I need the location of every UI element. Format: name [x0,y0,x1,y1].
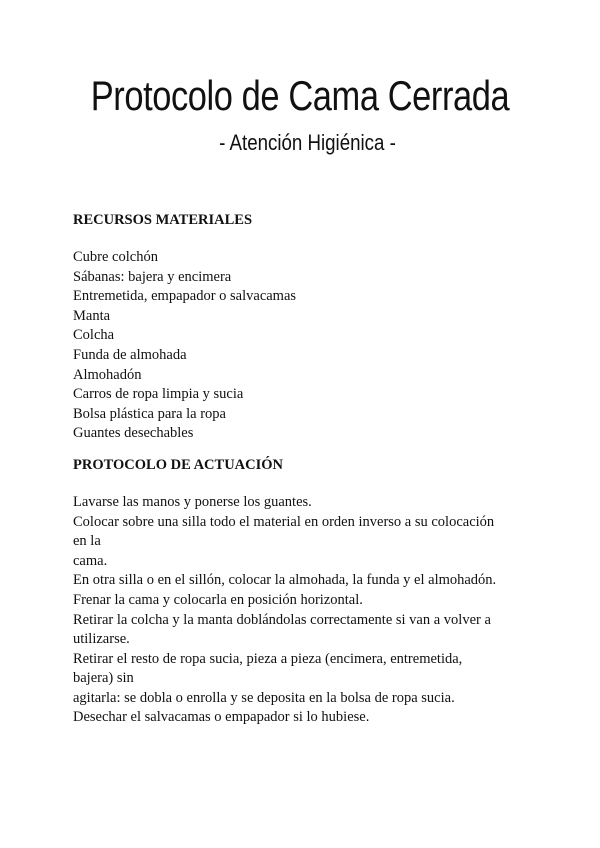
list-item: Retirar el resto de ropa sucia, pieza a pieza (encimera, entremetida, [73,650,463,667]
list-item: Retirar la colcha y la manta doblándolas correctamente si van a volver a [73,611,491,628]
list-item: Guantes desechables [73,425,194,442]
list-item: Bolsa plástica para la ropa [73,405,226,422]
protocol-heading: PROTOCOLO DE ACTUACIÓN [73,456,284,473]
list-item: utilizarse. [73,631,130,648]
list-item: Frenar la cama y colocarla en posición horizontal. [73,591,363,608]
list-item: Colcha [73,327,115,344]
list-item: Cubre colchón [73,249,158,265]
list-item: Desechar el salvacamas o empapador si lo hubiese. [73,709,370,726]
document-title: Protocolo de Cama Cerrada [90,72,510,119]
list-item: Lavarse las manos y ponerse los guantes. [73,493,312,510]
list-item: en la [73,533,101,550]
protocol-steps [73,493,533,728]
document-subtitle: - Atención Higiénica - [219,130,396,155]
document-body [73,209,533,728]
list-item: Almohadón [73,366,142,383]
list-item: cama. [73,552,108,569]
list-item: agitarla: se dobla o enrolla y se deposita en la bolsa de ropa sucia. [73,689,455,706]
list-item: Manta [73,307,111,324]
list-item: En otra silla o en el sillón, colocar la almohada, la funda y el almohadón. [73,572,497,589]
resources-list [73,248,533,444]
list-item: Carros de ropa limpia y sucia [73,386,244,403]
list-item: Funda de almohada [73,346,187,363]
spacer [73,231,533,248]
list-item: Entremetida, empapador o salvacamas [73,288,297,305]
list-item: bajera) sin [73,670,134,687]
spacer [73,444,533,454]
list-item: Colocar sobre una silla todo el material en orden inverso a su colocación [73,513,495,530]
spacer [73,476,533,493]
resources-heading: RECURSOS MATERIALES [73,212,253,228]
list-item: Sábanas: bajera y encimera [73,268,232,285]
